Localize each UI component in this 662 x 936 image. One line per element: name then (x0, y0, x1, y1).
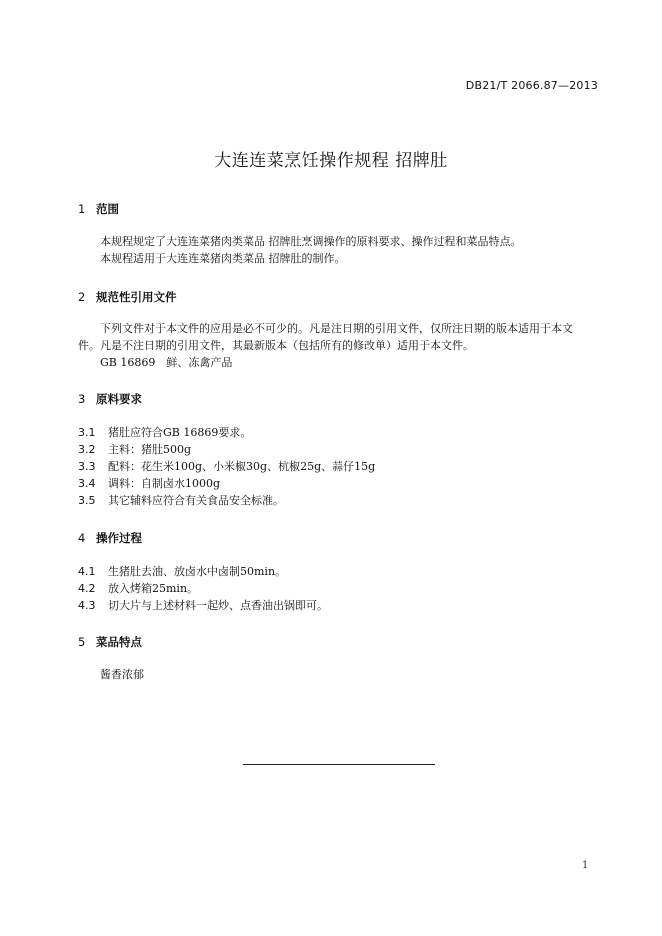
section-heading-raw-materials (78, 391, 142, 407)
item-text: 调料：自制卤水1000g (108, 477, 221, 490)
section-heading-dish-characteristics (78, 634, 142, 650)
item-number: 4.3 (78, 599, 96, 612)
section-title: 规范性引用文件 (96, 290, 177, 304)
section-number: 1 (78, 202, 86, 216)
section-number: 5 (78, 635, 86, 649)
paragraph: 本规程规定了大连连菜猪肉类菜品 招牌肚烹调操作的原料要求、操作过程和菜品特点。 (100, 235, 522, 248)
section-number: 2 (78, 290, 86, 304)
item-number: 3.2 (78, 443, 96, 456)
list-item (78, 424, 251, 440)
paragraph: 下列文件对于本文件的应用是必不可少的。凡是注日期的引用文件，仅所注日期的版本适用于本文 (100, 322, 573, 335)
page-title: 大连连菜烹饪操作规程 招牌肚 (214, 151, 448, 171)
section-heading-normative-references (78, 289, 177, 305)
item-number: 4.1 (78, 565, 96, 578)
item-number: 3.3 (78, 460, 96, 473)
item-text: 生猪肚去油、放卤水中卤制50min。 (108, 565, 287, 578)
item-text: 主料：猪肚500g (108, 443, 192, 456)
list-item (78, 492, 284, 508)
section-title: 原料要求 (96, 392, 142, 406)
paragraph: 本规程适用于大连连菜猪肉类菜品 招牌肚的制作。 (100, 252, 346, 265)
section-number: 3 (78, 392, 86, 406)
item-text: 切大片与上述材料一起炒、点香油出锅即可。 (108, 599, 328, 612)
end-divider (243, 764, 435, 765)
section-heading-operation-process (78, 530, 142, 546)
item-number: 3.4 (78, 477, 96, 490)
section-heading-scope (78, 201, 119, 217)
item-number: 4.2 (78, 582, 96, 595)
item-text: 配料：花生米100g、小米椒30g、杭椒25g、蒜仔15g (108, 460, 376, 473)
list-item (78, 475, 220, 491)
section-title: 范围 (96, 202, 119, 216)
list-item (78, 458, 375, 474)
list-item (78, 563, 286, 579)
list-item (78, 597, 328, 613)
section-title: 操作过程 (96, 531, 142, 545)
item-text: 放入烤箱25min。 (108, 582, 199, 595)
section-title: 菜品特点 (96, 635, 142, 649)
item-number: 3.1 (78, 426, 96, 439)
paragraph: 件。凡是不注日期的引用文件，其最新版本（包括所有的修改单）适用于本文件。 (78, 339, 474, 352)
paragraph: 酱香浓郁 (100, 668, 144, 681)
page-number: 1 (582, 860, 589, 871)
list-item (78, 441, 191, 457)
item-number: 3.5 (78, 494, 96, 507)
item-text: 猪肚应符合GB 16869要求。 (108, 426, 252, 439)
standard-number: DB21/T 2066.87—2013 (465, 79, 598, 92)
section-number: 4 (78, 531, 86, 545)
list-item (78, 580, 198, 596)
reference-entry: GB 16869 鲜、冻禽产品 (100, 356, 233, 369)
item-text: 其它辅料应符合有关食品安全标准。 (108, 494, 284, 507)
